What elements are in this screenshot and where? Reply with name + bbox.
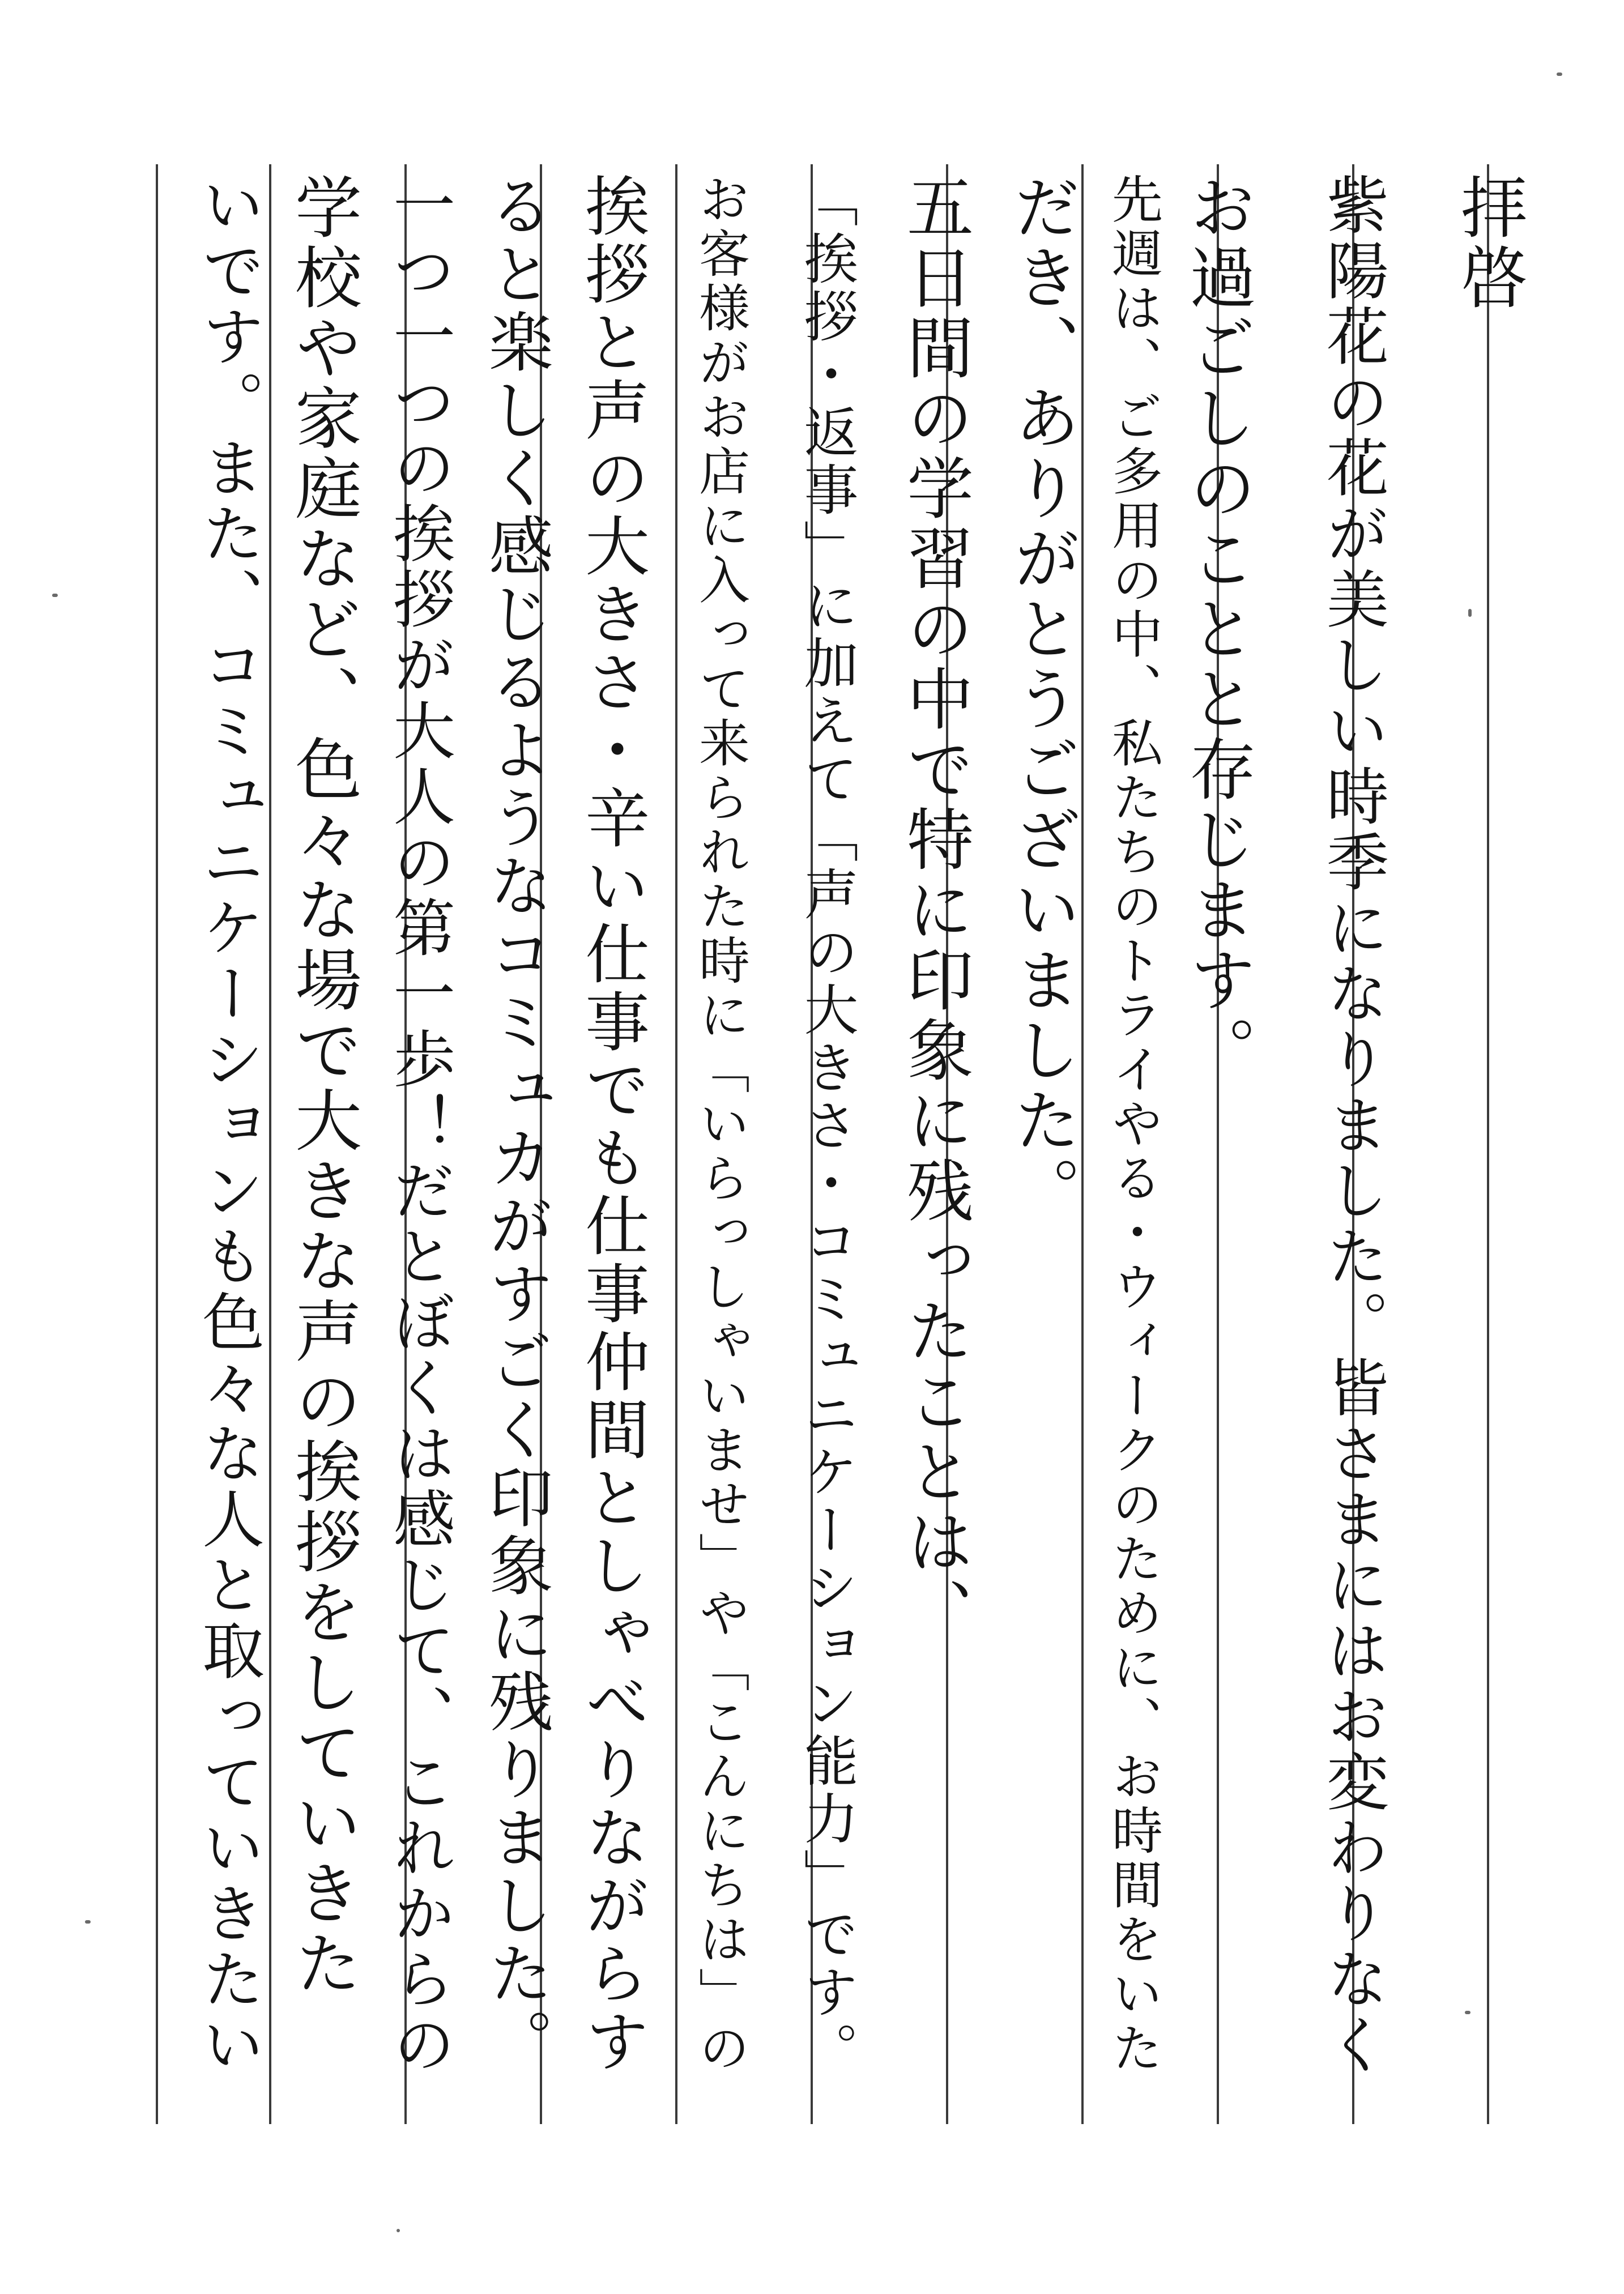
scan-speck [1468, 609, 1472, 617]
text-line: 紫陽花の花が美しい時季になりました。皆さまにはお変わりなく [1316, 173, 1389, 2078]
text-line: 一つ一つの挨拶が大人の第一歩！だとぼくは感じて、これからの [383, 173, 455, 2078]
text-line: 挨拶と声の大きさ・辛い仕事でも仕事仲間としゃべりながらす [574, 173, 650, 2076]
scan-speck [85, 1920, 91, 1924]
rule-line [156, 164, 158, 2124]
scan-speck [1465, 2011, 1470, 2014]
text-line: 先週は、ご多用の中、私たちのトライやる・ウィークのために、お時間をいた [1103, 173, 1162, 2076]
text-line: ると楽しく感じるようなコミュカがすごく印象に残りました。 [478, 173, 553, 2076]
rule-line [1487, 164, 1489, 2124]
scan-speck [397, 2229, 400, 2232]
text-line: いです。また、コミュニケーションも色々な人と取っていきたい [192, 173, 265, 2078]
text-line: 「挨拶・返事」に加えて「声の大きさ・コミュニケーション能力」です。 [795, 173, 859, 2079]
line-heading: 拝啓 [1450, 173, 1528, 313]
text-line: 五日間の学習の中で特に印象に残ったことは、 [896, 173, 974, 1648]
text-line: お客様がお店に入って来られた時に「いらっしゃいませ」や「こんにちは」の [690, 173, 749, 2076]
scan-speck [1557, 73, 1562, 76]
text-line: 学校や家庭など、色々な場で大きな声の挨拶をしていきた [284, 173, 362, 1999]
text-line: お過ごしのことと存じます。 [1178, 173, 1256, 1086]
text-line: だき、ありがとうございました。 [1003, 173, 1081, 1226]
scan-speck [52, 594, 58, 597]
